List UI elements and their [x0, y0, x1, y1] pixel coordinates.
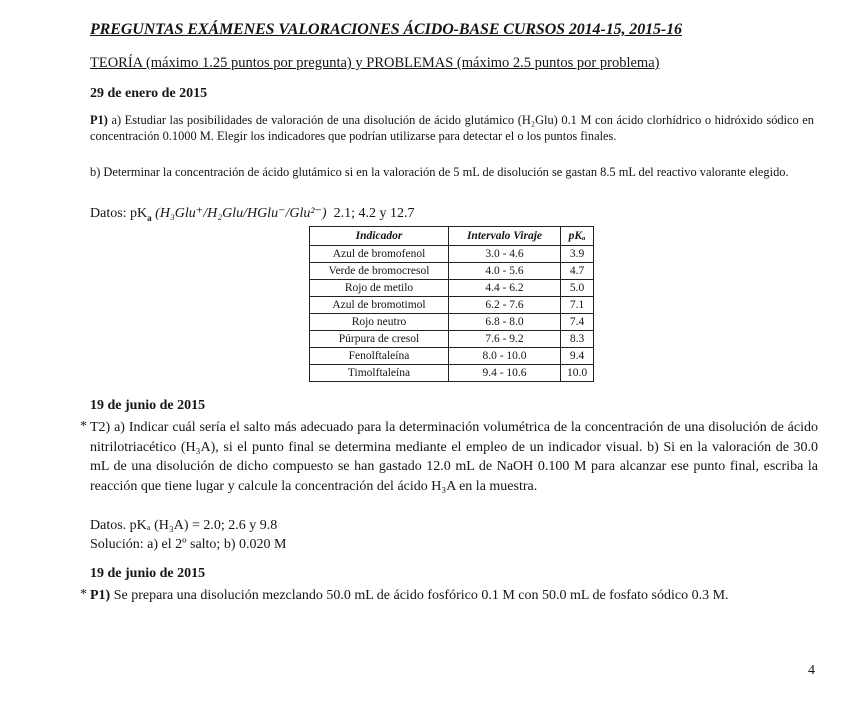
- table-cell: Verde de bromocresol: [310, 263, 449, 280]
- table-row: [310, 331, 594, 348]
- table-row: [310, 314, 594, 331]
- table-cell: Azul de bromotimol: [310, 297, 449, 314]
- document-title: PREGUNTAS EXÁMENES VALORACIONES ÁCIDO-BASE CURSOS 2014-15, 2015-16: [90, 21, 682, 38]
- page-number: 4: [808, 663, 815, 678]
- table-row: [310, 365, 594, 382]
- section3-date: 19 de junio de 2015: [90, 566, 206, 581]
- table-cell: 7.1: [561, 297, 594, 314]
- section2-solucion: Solución: a) el 2º salto; b) 0.020 M: [90, 537, 287, 552]
- table-cell: 7.4: [561, 314, 594, 331]
- header-indicador: Indicador: [310, 227, 449, 246]
- table-cell: 6.8 - 8.0: [449, 314, 561, 331]
- table-cell: 6.2 - 7.6: [449, 297, 561, 314]
- datos-label: Datos: pK: [90, 206, 148, 221]
- section2-question: T2) a) Indicar cuál sería el salto más adecuado para la determinación volumétrica de la concentración de una disolución de ácido nitrilotriacético (H₃A), si el punto final se determina mediante el empleo de un indicador visual. b) Si en la valoración de 30.0 mL de una disolución de dicho compuesto se han gastado 12.0 mL de NaOH 0.100 M para alcanzar ese punto final, escriba la reacción que tiene lugar y calcule la concentración del ácido H₃A en la muestra.: [90, 420, 818, 494]
- table-cell: 4.4 - 6.2: [449, 280, 561, 297]
- section2-asterisk: *: [80, 419, 87, 434]
- table-cell: 4.7: [561, 263, 594, 280]
- section3-problem: [90, 586, 818, 606]
- table-row: [310, 280, 594, 297]
- header-pka: pKₐ: [561, 227, 594, 246]
- table-cell: 9.4: [561, 348, 594, 365]
- table-row: [310, 263, 594, 280]
- table-row: [310, 297, 594, 314]
- section1-part-b: b) Determinar la concentración de ácido glutámico si en la valoración de 5 mL de disolución se gastan 8.5 mL del reactivo valorante elegido.: [90, 165, 789, 179]
- table-cell: 8.0 - 10.0: [449, 348, 561, 365]
- section1-datos: [90, 205, 415, 223]
- section1-date: 29 de enero de 2015: [90, 86, 208, 101]
- section3-label: P1): [90, 588, 111, 603]
- section1-part-a: a) Estudiar las posibilidades de valoración de una disolución de ácido glutámico (H₂Glu) 0.1 M con ácido clorhídrico o hidróxido sódico en concentración 0.1000 M. Elegir los indicadores que podrían utilizarse para detectar el o los puntos finales.: [90, 113, 814, 143]
- table-cell: Timolftaleína: [310, 365, 449, 382]
- section3-text: Se prepara una disolución mezclando 50.0 mL de ácido fosfórico 0.1 M con 50.0 mL de fosfato sódico 0.3 M.: [110, 588, 729, 603]
- table-cell: 3.9: [561, 246, 594, 263]
- table-cell: Rojo neutro: [310, 314, 449, 331]
- table-cell: 5.0: [561, 280, 594, 297]
- table-cell: 9.4 - 10.6: [449, 365, 561, 382]
- indicator-table: [309, 226, 594, 382]
- table-header-row: [310, 227, 594, 246]
- table-cell: 7.6 - 9.2: [449, 331, 561, 348]
- table-cell: Púrpura de cresol: [310, 331, 449, 348]
- section3-asterisk: *: [80, 587, 87, 602]
- table-cell: Azul de bromofenol: [310, 246, 449, 263]
- datos-values: 2.1; 4.2 y 12.7: [333, 206, 415, 221]
- table-cell: Rojo de metilo: [310, 280, 449, 297]
- table-row: [310, 246, 594, 263]
- datos-species: (H₃Glu⁺/H₂Glu/HGlu⁻/Glu²⁻): [155, 206, 327, 221]
- table-cell: 3.0 - 4.6: [449, 246, 561, 263]
- document-subtitle: TEORÍA (máximo 1.25 puntos por pregunta) y PROBLEMAS (máximo 2.5 puntos por problema): [90, 55, 660, 71]
- header-intervalo: Intervalo Viraje: [449, 227, 561, 246]
- section1-problem: [90, 112, 814, 144]
- table-row: [310, 348, 594, 365]
- table-cell: Fenolftaleína: [310, 348, 449, 365]
- datos-sub: a: [147, 212, 152, 223]
- section2-datos: Datos. pKₐ (H₃A) = 2.0; 2.6 y 9.8: [90, 518, 278, 533]
- table-cell: 10.0: [561, 365, 594, 382]
- table-cell: 8.3: [561, 331, 594, 348]
- table-cell: 4.0 - 5.6: [449, 263, 561, 280]
- section1-label: P1): [90, 113, 108, 127]
- section2-date: 19 de junio de 2015: [90, 398, 206, 413]
